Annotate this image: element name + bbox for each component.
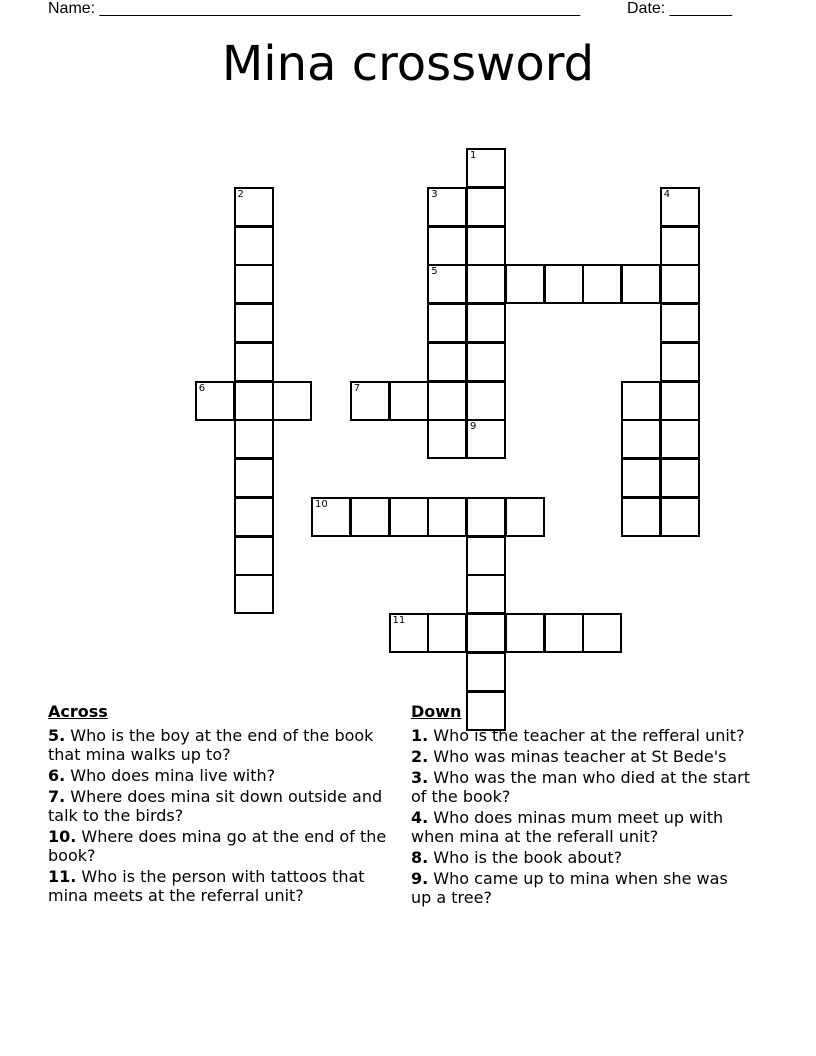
grid-cell[interactable]	[660, 497, 700, 537]
clue-item-number: 6.	[48, 766, 66, 785]
clue-item-number: 8.	[411, 848, 429, 867]
clue-number: 5	[431, 266, 438, 278]
grid-cell[interactable]	[660, 458, 700, 498]
grid-cell[interactable]	[660, 303, 700, 343]
clue-item-text: Who is the boy at the end of the book that mina walks up to?	[48, 726, 374, 764]
grid-cell[interactable]	[466, 226, 506, 266]
grid-cell[interactable]	[234, 419, 274, 459]
grid-cell[interactable]	[350, 381, 390, 421]
grid-cell[interactable]	[505, 613, 545, 653]
grid-cell[interactable]	[389, 613, 429, 653]
grid-cell[interactable]	[660, 264, 700, 304]
grid-cell[interactable]	[234, 497, 274, 537]
grid-cell[interactable]	[350, 497, 390, 537]
clue-item	[48, 726, 393, 764]
grid-cell[interactable]	[621, 497, 661, 537]
clue-item	[411, 726, 751, 745]
grid-cell[interactable]	[427, 187, 467, 227]
grid-cell[interactable]	[621, 458, 661, 498]
grid-cell[interactable]	[427, 419, 467, 459]
clue-item-number: 7.	[48, 787, 66, 806]
clue-item	[411, 747, 751, 766]
grid-cell[interactable]	[234, 574, 274, 614]
grid-cell[interactable]	[505, 264, 545, 304]
grid-cell[interactable]	[427, 381, 467, 421]
grid-cell[interactable]	[582, 613, 622, 653]
grid-cell[interactable]	[466, 264, 506, 304]
page-title: Mina crossword	[221, 36, 595, 92]
grid-cell[interactable]	[234, 226, 274, 266]
grid-cell[interactable]	[466, 536, 506, 576]
name-field[interactable]: Name: ______________________________________________________	[48, 0, 581, 17]
down-clues	[411, 702, 751, 909]
clue-item-number: 11.	[48, 867, 77, 886]
grid-cell[interactable]	[234, 536, 274, 576]
grid-cell[interactable]	[582, 264, 622, 304]
clue-number: 2	[237, 188, 244, 200]
grid-cell[interactable]	[621, 381, 661, 421]
clue-item-number: 9.	[411, 869, 429, 888]
clue-item-number: 2.	[411, 747, 429, 766]
clue-item-text: Who came up to mina when she was up a tree?	[411, 869, 728, 907]
down-clue-list	[411, 726, 751, 907]
grid-cell[interactable]	[195, 381, 235, 421]
grid-cell[interactable]	[466, 574, 506, 614]
grid-cell[interactable]	[544, 613, 584, 653]
grid-cell[interactable]	[427, 264, 467, 304]
grid-cell[interactable]	[427, 613, 467, 653]
across-clue-list	[48, 726, 393, 905]
clue-item-text: Who was the man who died at the start of the book?	[411, 768, 750, 806]
grid-cell[interactable]	[272, 381, 312, 421]
clue-item-text: Where does mina sit down outside and talk to the birds?	[48, 787, 383, 825]
grid-cell[interactable]	[466, 613, 506, 653]
clue-number: 6	[198, 382, 206, 394]
grid-cell[interactable]	[660, 419, 700, 459]
clue-item-text: Who does minas mum meet up with when mina at the referall unit?	[411, 808, 724, 846]
clue-item-text: Who is the book about?	[428, 848, 623, 867]
clue-item	[411, 808, 751, 846]
clue-item	[48, 787, 393, 825]
clue-item-number: 1.	[411, 726, 429, 745]
grid-cell[interactable]	[621, 419, 661, 459]
grid-cell[interactable]	[234, 342, 274, 382]
clue-item-number: 5.	[48, 726, 66, 745]
across-heading: Across	[48, 702, 108, 721]
down-heading: Down	[411, 702, 462, 721]
grid-cell[interactable]	[621, 264, 661, 304]
grid-cell[interactable]	[234, 303, 274, 343]
grid-cell[interactable]	[466, 652, 506, 692]
clue-item-text: Where does mina go at the end of the book?	[48, 827, 387, 865]
clue-item-number: 10.	[48, 827, 77, 846]
across-clues	[48, 702, 393, 907]
grid-cell[interactable]	[660, 226, 700, 266]
clue-item	[48, 766, 393, 785]
clue-number: 10	[315, 498, 328, 510]
clue-number: 4	[663, 188, 671, 200]
grid-cell[interactable]	[466, 497, 506, 537]
clue-number: 9	[470, 421, 477, 433]
grid-cell[interactable]	[466, 148, 506, 188]
clue-item	[411, 848, 751, 867]
grid-cell[interactable]	[427, 226, 467, 266]
clue-item	[411, 869, 751, 907]
grid-cell[interactable]	[660, 342, 700, 382]
grid-cell[interactable]	[311, 497, 351, 537]
clue-number: 1	[470, 150, 477, 161]
grid-cell[interactable]	[389, 497, 429, 537]
clue-item-text: Who is the person with tattoos that mina meets at the referral unit?	[48, 867, 365, 905]
grid-cell[interactable]	[544, 264, 584, 304]
grid-cell[interactable]	[234, 458, 274, 498]
grid-cell[interactable]	[427, 303, 467, 343]
clue-item	[411, 768, 751, 806]
clue-item	[48, 827, 393, 865]
clue-item-text: Who is the teacher at the refferal unit?	[428, 726, 745, 745]
clue-item	[48, 867, 393, 905]
grid-cell[interactable]	[427, 497, 467, 537]
grid-cell[interactable]	[505, 497, 545, 537]
grid-cell[interactable]	[466, 419, 506, 459]
grid-cell[interactable]	[660, 381, 700, 421]
clue-item-number: 4.	[411, 808, 429, 827]
grid-cell[interactable]	[427, 342, 467, 382]
grid-cell[interactable]	[234, 187, 274, 227]
grid-cell[interactable]	[234, 381, 274, 421]
clue-number: 11	[392, 615, 406, 626]
grid-cell[interactable]	[466, 381, 506, 421]
grid-cell[interactable]	[466, 187, 506, 227]
clue-item-number: 3.	[411, 768, 429, 787]
clue-number: 7	[353, 382, 361, 394]
clue-item-text: Who does mina live with?	[65, 766, 276, 785]
grid-cell[interactable]	[466, 342, 506, 382]
grid-cell[interactable]	[234, 264, 274, 304]
grid-cell[interactable]	[660, 187, 700, 227]
grid-cell[interactable]	[466, 303, 506, 343]
date-field[interactable]: Date: _______	[627, 0, 732, 17]
clue-item-text: Who was minas teacher at St Bede's	[428, 747, 727, 766]
grid-cell[interactable]	[389, 381, 429, 421]
clue-number: 3	[431, 188, 438, 200]
